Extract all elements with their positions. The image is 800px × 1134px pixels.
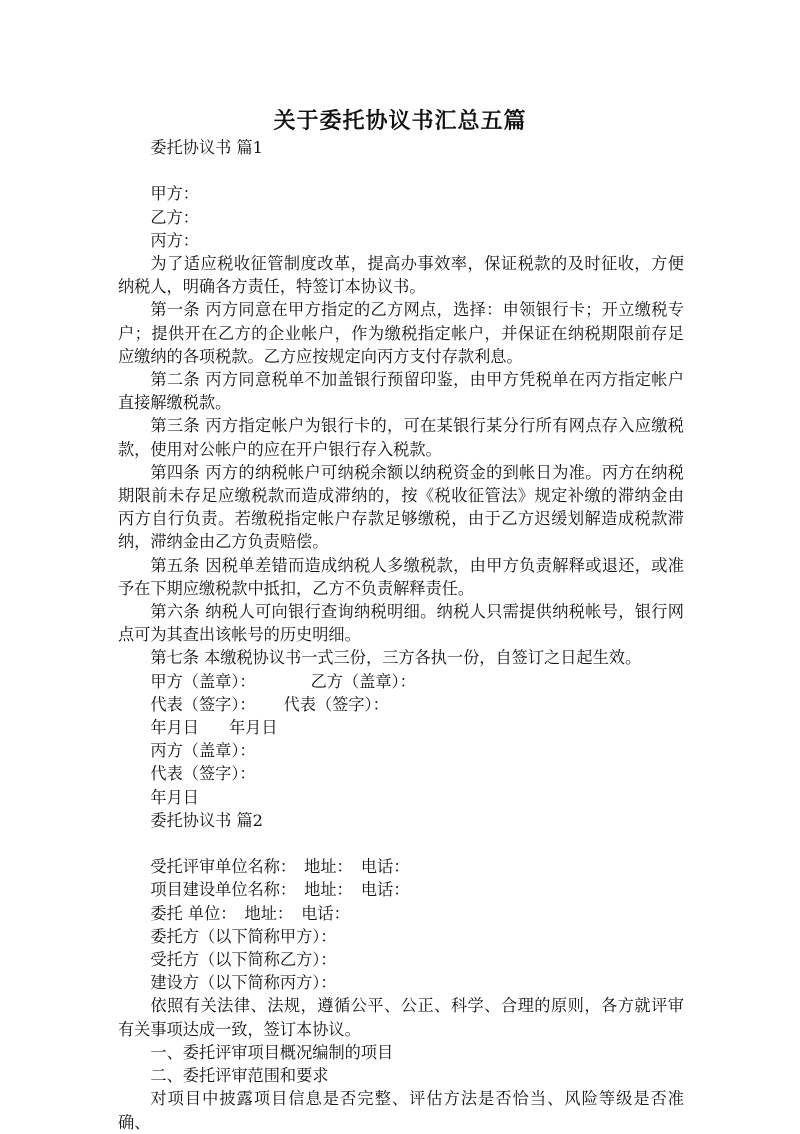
trustee-party-line: 受托方（以下简称乙方）：: [150, 950, 337, 970]
date-1: 年月日: [150, 718, 199, 738]
party-b-seal: 乙方（盖章）：: [310, 671, 416, 691]
article-1: 第一条 丙方同意在甲方指定的乙方网点，选择：申领银行卡；开立缴税专户；提供开在乙方的企业帐户，作为缴税指定帐户，并保证在纳税期限前存足应缴纳的各项税款。乙方应按规定向丙方支付存款利息。: [118, 300, 684, 366]
document-title: 关于委托协议书汇总五篇: [273, 108, 527, 134]
builder-unit-line: 项目建设单位名称： 地址： 电话：: [150, 880, 410, 900]
article-6: 第六条 纳税人可向银行查询纳税明细。纳税人只需提供纳税帐号，银行网点可为其查出该帐号的历史明细。: [118, 602, 684, 645]
signature-seal-row: [118, 670, 684, 693]
signature-date-row: [118, 716, 684, 739]
section1-intro: 为了适应税收征管制度改革，提高办事效率，保证税款的及时征收，方便纳税人，明确各方责任，特签订本协议书。: [118, 254, 684, 297]
reviewer-unit-line: 受托评审单位名称： 地址： 电话：: [150, 857, 410, 877]
article-3: 第三条 丙方指定帐户为银行卡的，可在某银行某分行所有网点存入应缴税款，使用对公帐户的应在开户银行存入税款。: [118, 416, 684, 459]
rep-signature-1: 代表（签字）：: [150, 694, 256, 714]
blank-line: [118, 832, 684, 855]
date-3: 年月日: [150, 787, 199, 807]
client-party-line: 委托方（以下简称甲方）：: [150, 926, 337, 946]
rep-signature-3: 代表（签字）：: [150, 764, 256, 784]
article-4: 第四条 丙方的纳税帐户可纳税余额以纳税资金的到帐日为准。丙方在纳税期限前未存足应缴税款而造成滞纳的，按《税收征管法》规定补缴的滞纳金由丙方自行负责。若缴税指定帐户存款足够缴税，由于乙方迟缓划解造成税款滞纳，滞纳金由乙方负责赔偿。: [118, 462, 684, 552]
item-3: 对项目中披露项目信息是否完整、评估方法是否恰当、风险等级是否准确、: [118, 1089, 684, 1132]
article-7: 第七条 本缴税协议书一式三份，三方各执一份，自签订之日起生效。: [150, 648, 642, 668]
item-2: 二、委托评审范围和要求: [150, 1066, 329, 1086]
party-b-line: 乙方：: [150, 207, 199, 227]
party-a-line: 甲方：: [150, 184, 199, 204]
blank-line: [118, 159, 684, 182]
article-2: 第二条 丙方同意税单不加盖银行预留印鉴，由甲方凭税单在丙方指定帐户直接解缴税款。: [118, 370, 684, 413]
section2-intro: 依照有关法律、法规，遵循公平、公正、科学、合理的原则，各方就评审有关事项达成一致，签订本协议。: [118, 996, 684, 1039]
party-a-seal: 甲方（盖章）：: [150, 671, 256, 691]
article-5: 第五条 因税单差错而造成纳税人多缴税款，由甲方负责解释或退还，或准予在下期应缴税款中抵扣，乙方不负责解释责任。: [118, 555, 684, 598]
builder-party-line: 建设方（以下简称丙方）：: [150, 973, 337, 993]
party-c-seal: 丙方（盖章）：: [150, 741, 256, 761]
section1-heading: 委托协议书 篇1: [150, 138, 263, 157]
item-1: 一、委托评审项目概况编制的项目: [150, 1042, 394, 1062]
signature-rep-row: [118, 693, 684, 716]
date-2: 年月日: [228, 718, 278, 738]
document-body: [118, 136, 684, 1134]
party-c-line: 丙方：: [150, 230, 199, 250]
section2-heading: 委托协议书 篇2: [150, 810, 263, 830]
client-unit-line: 委托 单位： 地址： 电话：: [150, 903, 350, 923]
rep-signature-2: 代表（签字）：: [283, 694, 389, 714]
